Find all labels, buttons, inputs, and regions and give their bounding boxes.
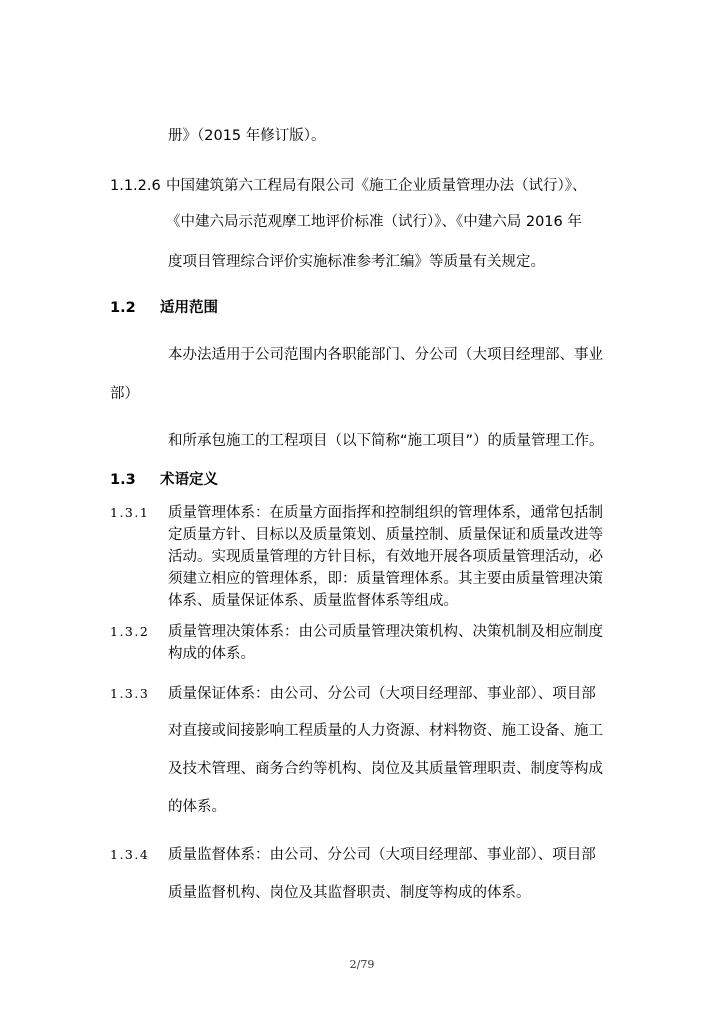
term-number: 1.3.4 bbox=[110, 847, 150, 862]
definition-line: 质量保证体系：由公司、分公司（大项目经理部、事业部）、项目部 bbox=[168, 686, 596, 702]
definition-line: 对直接或间接影响工程质量的人力资源、材料物资、施工设备、施工 bbox=[168, 723, 603, 739]
definition-line: 定质量方针、目标以及质量策划、质量控制、质量保证和质量改进等 bbox=[168, 527, 603, 543]
paragraph-line: 《中建六局示范观摩工地评价标准（试行）》、《中建六局 2016 年 bbox=[166, 214, 582, 230]
paragraph-line: 中国建筑第六工程局有限公司《施工企业质量管理办法（试行）》、 bbox=[166, 178, 587, 194]
definition-line: 构成的体系。 bbox=[168, 646, 255, 662]
clause-number: 1.1.2.6 bbox=[110, 178, 161, 194]
term-number: 1.3.3 bbox=[110, 686, 150, 701]
definition-line: 质量监督机构、岗位及其监督职责、制度等构成的体系。 bbox=[168, 885, 531, 901]
paragraph-line: 册》（2015 年修订版）。 bbox=[168, 128, 326, 144]
definition-line: 活动。实现质量管理的方针目标，有效地开展各项质量管理活动，必 bbox=[168, 549, 603, 565]
definition-line: 体系、质量保证体系、质量监督体系等组成。 bbox=[168, 593, 458, 609]
paragraph-line: 部） bbox=[110, 386, 139, 402]
section-number: 1.3 bbox=[110, 472, 136, 488]
definition-line: 质量管理体系：在质量方面指挥和控制组织的管理体系，通常包括制 bbox=[168, 505, 603, 521]
paragraph-line: 本办法适用于公司范围内各职能部门、分公司（大项目经理部、事业 bbox=[168, 347, 603, 363]
paragraph-line: 和所承包施工的工程项目（以下简称“施工项目”）的质量管理工作。 bbox=[168, 433, 604, 449]
definition-line: 质量监督体系：由公司、分公司（大项目经理部、事业部）、项目部 bbox=[168, 847, 596, 863]
term-number: 1.3.2 bbox=[110, 624, 150, 639]
paragraph-line: 度项目管理综合评价实施标准参考汇编》等质量有关规定。 bbox=[168, 254, 545, 270]
definition-line: 质量管理决策体系：由公司质量管理决策机构、决策机制及相应制度 bbox=[168, 624, 603, 640]
term-number: 1.3.1 bbox=[110, 505, 150, 520]
section-title: 术语定义 bbox=[160, 472, 218, 488]
section-number: 1.2 bbox=[110, 300, 136, 316]
section-title: 适用范围 bbox=[160, 300, 218, 316]
definition-line: 及技术管理、商务合约等机构、岗位及其质量管理职责、制度等构成 bbox=[168, 761, 603, 777]
definition-line: 须建立相应的管理体系，即：质量管理体系。其主要由质量管理决策 bbox=[168, 571, 603, 587]
definition-line: 的体系。 bbox=[168, 799, 226, 815]
page-number: 2/79 bbox=[349, 958, 375, 971]
